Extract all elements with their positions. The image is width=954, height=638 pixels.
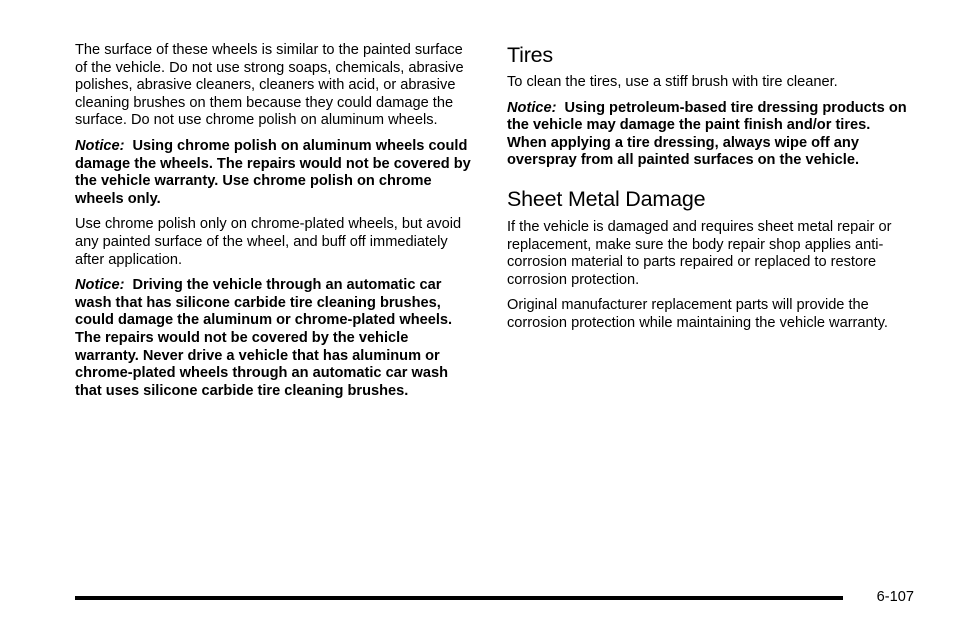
- sheet-metal-heading: Sheet Metal Damage: [507, 186, 706, 211]
- tires-heading: Tires: [507, 43, 553, 67]
- page-number: 6-107: [876, 589, 914, 605]
- tires-paragraph: To clean the tires, use a stiff brush with tire cleaner.: [507, 74, 838, 90]
- notice-text: Using chrome polish on aluminum wheels could damage the wheels. The repairs would not be covered by the vehicle warranty. Use chrome polish on chrome wheels only.: [75, 137, 471, 207]
- left-column: [75, 42, 475, 408]
- sheet-metal-paragraph-1: If the vehicle is damaged and requires sheet metal repair or replacement, make sure the body repair shop applies anti-corrosion material to parts repaired or replaced to restore corrosion protection.: [507, 218, 892, 288]
- notice-lead: Notice:: [75, 277, 125, 294]
- right-column: [507, 42, 912, 341]
- car-wash-notice: [75, 277, 475, 400]
- notice-text: Using petroleum-based tire dressing products on the vehicle may damage the paint finish and/or tires. When applying a tire dressing, always wipe off any overspray from all painted surfaces on the vehicle.: [507, 99, 907, 169]
- notice-lead: Notice:: [75, 137, 125, 154]
- tire-dressing-notice: [507, 100, 912, 170]
- notice-lead: Notice:: [507, 99, 557, 116]
- chrome-polish-usage-paragraph: Use chrome polish only on chrome-plated wheels, but avoid any painted surface of the wheel, and buff off immediately after application.: [75, 216, 462, 268]
- chrome-polish-notice: [75, 138, 475, 208]
- wheel-surface-paragraph: The surface of these wheels is similar to the painted surface of the vehicle. Do not use strong soaps, chemicals, abrasive polishes, abrasive cleaners, cleaners with acid, or abrasive cleaning brushes on them because they could damage the surface. Do not use chrome polish on aluminum wheels.: [75, 42, 464, 129]
- sheet-metal-paragraph-2: Original manufacturer replacement parts will provide the corrosion protection while maintaining the vehicle warranty.: [507, 297, 888, 331]
- notice-text: Driving the vehicle through an automatic car wash that has silicone carbide tire cleaning brushes, could damage the aluminum or chrome-plated wheels. The repairs would not be covered by the vehicle warranty. Never drive a vehicle that has aluminum or chrome-plated wheels through an automatic car wash that uses silicone carbide tire cleaning brushes.: [75, 277, 453, 399]
- footer-rule: [75, 596, 843, 600]
